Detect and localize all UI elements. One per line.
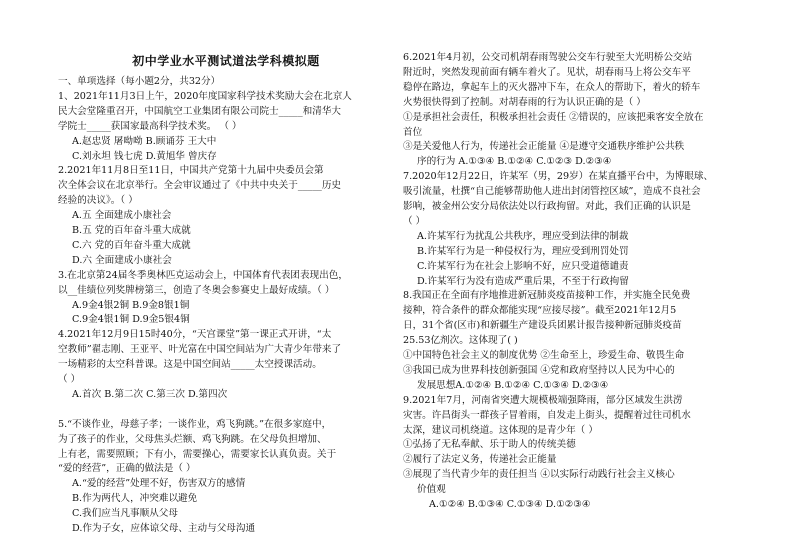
text-line: 影响，被金州公安分局依法处以行政拘留。对此，我们正确的认识是: [403, 201, 691, 212]
text-line: 空教师”翟志刚、王亚平、叶光富在中国空间站为广大青少年带来了: [58, 344, 342, 356]
text-line: A.①②④ B.①③④ C.①③④ D.①②③④: [429, 499, 591, 510]
text-line: A.五 全面建成小康社会: [72, 210, 172, 222]
text-line: ①是承担社会责任，积极承担社会责任 ②错误的，应该把乘客安全放在: [403, 111, 704, 123]
text-line: 经验的决议》。（ ）: [58, 195, 138, 207]
text-line: 学院士_____获国家最高科学技术奖。 （ ）: [58, 120, 242, 132]
text-line: ①中国特色社会主义的制度优势 ②生命至上，珍爱生命、敬畏生命: [403, 350, 685, 361]
text-line: 火势很快得到了控制。对胡春雨的行为认识正确的是（ ）: [403, 96, 646, 108]
text-line: ③我国已成为世界科技创新强国 ④党和政府坚持以人民为中心的: [403, 364, 675, 376]
text-line: 接种，符合条件的群众都能实现“应接尽接”。截至2021年12月5: [403, 305, 677, 317]
text-line: 一场精彩的太空科普课。这是中国空间站_____太空授课活动。: [58, 359, 322, 371]
text-line: 发展思想A.①②④ B.①②④ C.①③④ D.②③④: [417, 379, 609, 391]
text-line: （ ）: [58, 374, 81, 385]
text-line: 序的行为 A.①③④ B.①②④ C.①②③ D.②③④: [417, 156, 612, 168]
text-line: B.作为两代人，冲突难以避免: [72, 493, 198, 505]
text-line: 上有老，需要照顾；下有小，需要操心，需要家长认真负责。关于: [58, 448, 337, 460]
text-line: 灾害。许昌街头一群孩子冒着雨，自发走上街头，提醒着过往司机水: [403, 409, 691, 421]
text-line: A.“爱的经营”处理不好，伤害双方的感情: [72, 478, 246, 490]
text-line: A.9金4银2铜 B.9金8银1铜: [72, 299, 190, 311]
text-line: 吸引流量，杜撰“自己能够帮助他人进出封闭管控区域”，造成不良社会: [403, 186, 701, 198]
text-line: 4.2021年12月9日15时40分，“天宫课堂”第一课正式开讲，“太: [58, 329, 332, 341]
text-line: 次全体会议在北京举行。全会审议通过了《中共中央关于_____历史: [58, 180, 342, 192]
text-line: C.六 党的百年奋斗重大成就: [72, 239, 191, 251]
text-line: 日，31个省(区市)和新疆生产建设兵团累计报告接种新冠肺炎疫苗: [403, 320, 682, 332]
text-line: D.许某军行为没有造成严重后果，不至于行政拘留: [417, 275, 629, 287]
text-line: 6.2021年4月初，公交司机胡春雨驾驶公交车行驶至大光明桥公交站: [403, 52, 693, 63]
text-line: 为了孩子的作业，父母焦头烂额、鸡飞狗跳。在父母负担增加、: [58, 433, 327, 445]
text-line: 7.2020年12月22日，许某军（男，29岁）在某直播平台中，为博眼球、: [403, 171, 714, 183]
text-line: 1、2021年11月3日上午，2020年度国家科学技术奖励大会在北京人: [58, 90, 352, 102]
text-line: 价值观: [417, 484, 446, 496]
text-line: 25.53亿剂次。这体现了( ): [403, 335, 518, 347]
text-line: 9.2021年7月，河南省突遭大规模极端强降雨，部分区域发生洪涝: [403, 394, 683, 406]
text-line: B.五 党的百年奋斗重大成就: [72, 225, 191, 236]
text-line: 民大会堂隆重召开，中国航空工业集团有限公司院士_____和清华大: [58, 105, 342, 117]
text-line: “爱的经营”，正确的做法是（ ）: [58, 463, 196, 475]
text-line: 一、单项选择（每小题2分，共32分）: [58, 76, 221, 87]
text-line: A.首次 B.第二次 C.第三次 D.第四次: [72, 388, 228, 400]
text-line: （ ）: [403, 215, 426, 227]
text-line: 以__佳绩位列奖牌榜第三，创造了冬奥会参赛史上最好成绩。（ ）: [58, 284, 335, 296]
text-line: C.许某军行为在社会上影响不好，应只受道德谴责: [417, 260, 629, 272]
text-line: ③展现了当代青少年的责任担当 ④以实际行动践行社会主义核心: [403, 469, 675, 481]
text-line: 稳停在路边，拿起车上的灭火器冲下车，在众人的帮助下，着火的轿车: [403, 81, 701, 93]
page-title: 初中学业水平测试道法学科模拟题: [132, 54, 320, 68]
text-line: B.许某军行为是一种侵权行为，理应受到刑罚处罚: [417, 245, 629, 257]
text-line: D.六 全面建成小康社会: [72, 254, 172, 266]
text-line: C.9金4银1铜 D.9金5银4铜: [72, 314, 190, 326]
text-line: A.赵忠贤 屠呦呦 B.顾诵芬 王大中: [72, 135, 217, 147]
text-line: D.作为子女，应体谅父母、主动与父母沟通: [72, 523, 256, 534]
text-line: 5.“不谈作业，母慈子孝；一谈作业，鸡飞狗跳。”在很多家庭中，: [58, 418, 332, 430]
text-line: C.刘永坦 钱七虎 D.黄旭华 曾庆存: [72, 150, 217, 162]
text-line: 2.2021年11月8日至11日，中国共产党第十九届中央委员会第: [58, 165, 324, 177]
text-line: C.我们应当凡事顺从父母: [72, 508, 178, 520]
text-line: 附近时，突然发现前面有辆车着火了。见状，胡春雨马上将公交车平: [403, 66, 691, 78]
text-line: 首位: [403, 126, 423, 138]
text-line: 8.我国正在全面有序地推进新冠肺炎疫苗接种工作，并实施全民免费: [403, 290, 691, 302]
text-line: ②履行了法定义务，传递社会正能量: [403, 454, 557, 466]
text-line: ①弘扬了无私奉献、乐于助人的传统美德: [403, 439, 576, 451]
text-line: ③是关爱他人行为，传递社会正能量 ④是遵守交通秩序维护公共秩: [403, 141, 685, 153]
text-line: 3.在北京第24届冬季奥林匹克运动会上，中国体育代表团表现出色，: [58, 269, 348, 281]
text-line: 太深，建议司机绕道。这体现的是青少年（ ）: [403, 424, 598, 436]
text-line: A.许某军行为扰乱公共秩序，理应受到法律的制裁: [417, 230, 629, 242]
